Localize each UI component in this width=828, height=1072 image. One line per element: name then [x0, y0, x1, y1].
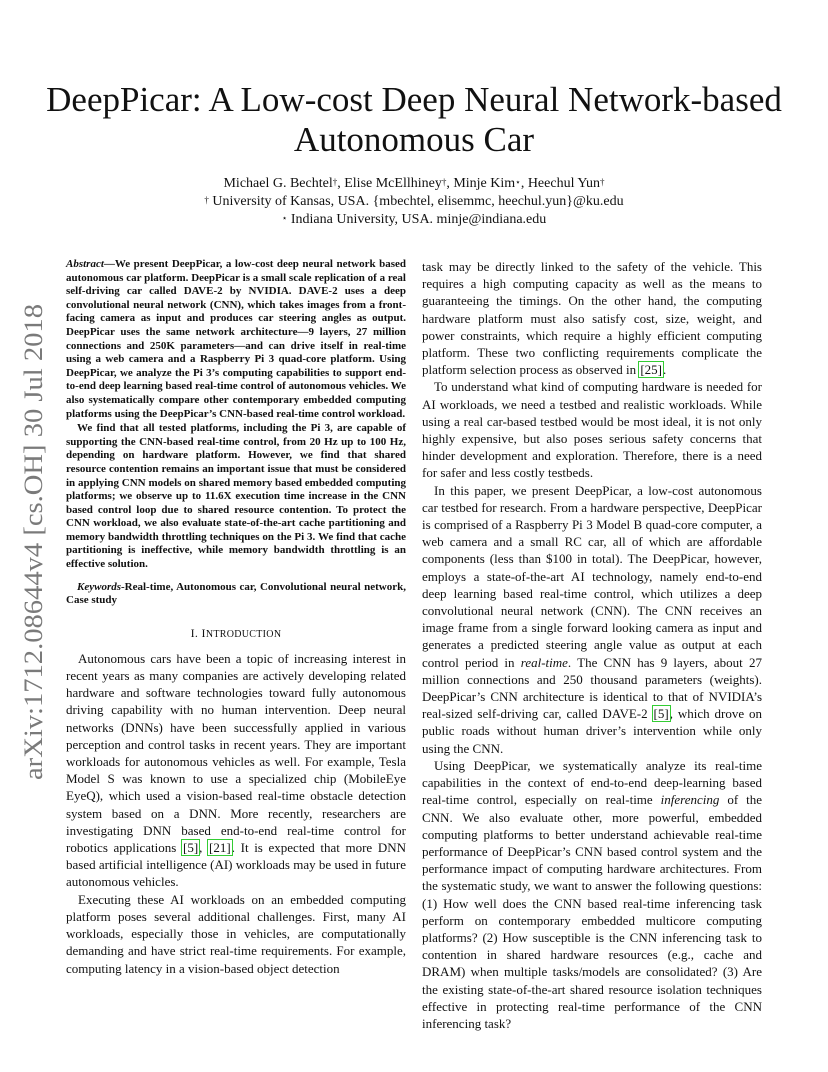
intro-r1-end: . — [663, 362, 667, 378]
author-names — [60, 175, 768, 193]
left-column — [66, 258, 406, 977]
intro-paragraph-2-continued — [422, 258, 762, 378]
section-number: I. — [190, 625, 202, 640]
intro-paragraph-3: To understand what kind of computing hardware is needed for AI workloads, we need a testbed and realistic workloads. While using a real car-based testbed would be most ideal, it is not only highly expensive, but also poses serious safety concerns that hinder development and exploration. Therefore, there is a need for safer and less costly testbeds. — [422, 379, 762, 481]
intro-r3-text-2: . The CNN has 9 layers, about 27 million connections and 250 thousand parameters (weights). DeepPicar’s CNN architecture is identical to that of NVIDIA’s real-sized self-driving car, called DAVE-2 — [422, 654, 762, 722]
author-block — [60, 175, 768, 229]
section-initial: I — [201, 625, 206, 640]
abstract-paragraph-1 — [66, 258, 406, 421]
intro-r3-text-3: , which drove on public roads without human driver’s intervention while only using the CNN. — [422, 706, 762, 756]
star-mark: ⋆ — [515, 177, 521, 187]
author-yun: , Heechul Yun — [520, 176, 600, 191]
section-title-rest: NTRODUCTION — [205, 628, 282, 640]
keywords — [66, 581, 406, 608]
emphasis-inferencing: inferencing — [660, 792, 720, 808]
title-line-1: DeepPicar: A Low-cost Deep Neural Network-based — [46, 80, 782, 119]
intro-r4-text: Using DeepPicar, we systematically analyze its real-time capabilities in the context of end-to-end deep-learning based real-time control, especially on real-time — [422, 757, 762, 808]
intro-paragraph-5 — [422, 757, 762, 1032]
intro-paragraph-1 — [66, 650, 406, 891]
intro-r1-text: task may be directly linked to the safety of the vehicle. This requires a high computing capacity as well as the means to guaranteeing the timings. On the other hand, the computing hardware platform must also satisfy cost, size, weight, and power constraints, which require a highly efficient computing platform. These two conflicting requirements complicate the platform selection process as observed in — [422, 259, 762, 378]
intro-p1-text: Autonomous cars have been a topic of increasing interest in recent years as many companies are actively developing related hardware and software technologies toward fully autonomous driving capability with no human intervention. Deep neural networks (DNNs) have been successfully applied in various perception and control tasks in recent years. They are important workloads for autonomous vehicles as well. For example, Tesla Model S was known to use a specialized chip (MobileEye EyeQ), which used a vision-based real-time obstacle detection system based on a DNN. More recently, researchers are investigating DNN based end-to-end real-time control for robotics applications — [66, 650, 406, 856]
emphasis-real-time: real-time — [520, 654, 568, 670]
affiliation-1 — [60, 193, 768, 211]
section-heading-introduction — [66, 626, 406, 641]
abstract-label: Abstract — [66, 258, 104, 270]
intro-paragraph-4 — [422, 482, 762, 757]
intro-r4-text-2: of the CNN. We also evaluate other, more powerful, embedded computing platforms to better understand achievable real-time performance of DeepPicar’s CNN based control system and the performance impact of computing hardware architectures. From the systematic study, we want to answer the following questions: (1) How well does the CNN based real-time inferencing task perform on contemporary embedded multicore computing platforms? (2) How susceptible is the CNN inferencing task to contention in shared hardware resources (e.g., cache and DRAM) when multiple tasks/models are consolidated? (3) Are the existing state-of-the-art shared resource isolation techniques effective in protecting real-time performance of the CNN inferencing task? — [422, 792, 762, 1031]
author-kim: , Minje Kim — [446, 176, 516, 191]
citation-link-5-b[interactable]: [5] — [653, 706, 669, 722]
arxiv-stamp — [10, 300, 54, 780]
intro-r3-text: In this paper, we present DeepPicar, a low-cost autonomous car testbed for research. From a hardware perspective, DeepPicar is comprised of a Raspberry Pi 3 Model B quad-core computer, a web camera and a small RC car, all of which are affordable components (less than $100 in total). The DeepPicar, however, employs a state-of-the-art AI technology, namely end-to-end deep learning based real-time control, which utilizes a deep convolutional neural network (CNN). The CNN receives an image frame from a single forward looking camera as input and generates a predicted steering angle value as output at each control period in — [422, 482, 762, 670]
author-mcellhiney: , Elise McEllhiney — [337, 176, 442, 191]
citation-separator: , — [199, 840, 209, 856]
dagger-mark: † — [204, 195, 209, 205]
affiliation-iu: Indiana University, USA. minje@indiana.edu — [287, 212, 547, 227]
keywords-text: -Real-time, Autonomous car, Convolutional neural network, Case study — [66, 580, 406, 607]
right-column — [422, 258, 762, 1032]
author-bechtel: Michael G. Bechtel — [223, 176, 333, 191]
paper-title — [40, 80, 788, 160]
dagger-mark: † — [441, 177, 447, 187]
citation-link-5[interactable]: [5] — [182, 840, 199, 856]
intro-paragraph-2: Executing these AI workloads on an embedded computing platform poses several additional challenges. First, many AI workloads, especially those in vehicles, are computationally demanding and have strict real-time requirements. For example, computing latency in a vision-based object detection — [66, 891, 406, 976]
arxiv-stamp-text: arXiv:1712.08644v4 [cs.OH] 30 Jul 2018 — [19, 346, 48, 780]
citation-link-25[interactable]: [25] — [640, 362, 662, 378]
star-mark: ⋆ — [281, 213, 288, 223]
intro-p1-text-end: . It is expected that more DNN based artificial intelligence (AI) workloads may be used in future autonomous vehicles. — [66, 840, 406, 890]
abstract-paragraph-2: We find that all tested platforms, including the Pi 3, are capable of supporting the CNN-based real-time control, from 20 Hz up to 100 Hz, depending on hardware platform. However, we find that shared resource contention remains an important issue that must be considered in applying CNN models on shared memory based embedded computing platforms; we observe up to 11.6X execution time increase in the CNN based control loop due to shared resource contention. To protect the CNN workload, we also evaluate state-of-the-art cache partitioning and memory bandwidth throttling techniques on the Pi 3. We find that cache partitioning is ineffective, while memory bandwidth throttling is an effective solution. — [66, 422, 406, 571]
abstract-text-1: —We present DeepPicar, a low-cost deep neural network based autonomous car platform. DeepPicar is a small scale replication of a real self-driving car called DAVE-2 by NVIDIA. DAVE-2 uses a deep convolutional neural network (CNN), which takes images from a front-facing camera as input and produces car steering angles as output. DeepPicar uses the same network architecture—9 layers, 27 million connections and 250K parameters—and can drive itself in real-time using a web camera and a Raspberry Pi 3 quad-core platform. Using DeepPicar, we analyze the Pi 3’s computing capabilities to support end-to-end deep learning based real-time control of autonomous vehicles. We also systematically compare other contemporary embedded computing platforms using the DeepPicar’s CNN-based real-time control workload. — [66, 258, 406, 420]
dagger-mark: † — [600, 177, 605, 187]
citation-link-21[interactable]: [21] — [209, 840, 231, 856]
dagger-mark: † — [332, 177, 338, 187]
affiliation-ku: University of Kansas, USA. {mbechtel, elisemmc, heechul.yun}@ku.edu — [208, 194, 624, 209]
keywords-label: Keywords — [77, 580, 121, 593]
affiliation-2 — [60, 211, 768, 229]
title-line-2: Autonomous Car — [293, 120, 535, 159]
